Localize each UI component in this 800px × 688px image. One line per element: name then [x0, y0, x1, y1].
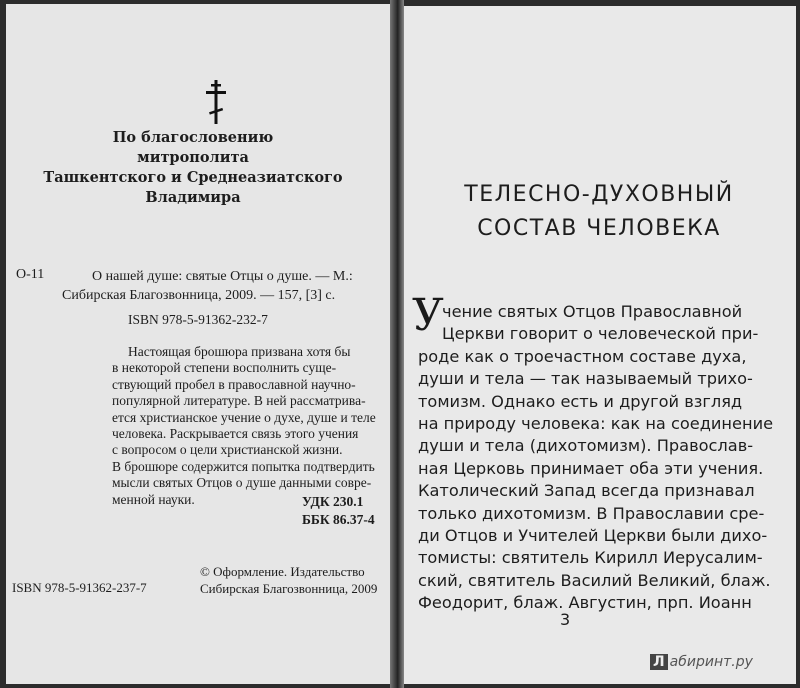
- copyright-line: © Оформление. Издательство: [200, 564, 365, 579]
- biblio-line: Сибирская Благозвонница, 2009. — 157, [3] с.: [62, 288, 336, 303]
- blessing-line: По благословению: [112, 129, 274, 146]
- annotation-line: мысли святых Отцов о душе данными совре-: [112, 475, 372, 491]
- body-line: души и тела — так называемый трихо-: [418, 369, 753, 389]
- chapter-title: [402, 178, 796, 246]
- annotation-line: В брошюре содержится попытка подтвердить: [112, 458, 375, 474]
- isbn-bottom: ISBN 978-5-91362-237-7: [12, 580, 147, 595]
- orthodox-cross-icon: [205, 80, 227, 124]
- body-line: души и тела (дихотомизм). Православ-: [418, 436, 754, 456]
- copyright-notice: [200, 563, 377, 597]
- body-line: только дихотомизм. В Православии сре-: [418, 503, 765, 523]
- annotation-line: популярной литературе. В ней рассматрива-: [112, 393, 366, 409]
- watermark-text: абиринт.ру: [669, 654, 753, 670]
- body-line: Церкви говорит о человеческой при-: [442, 324, 759, 344]
- annotation-line: человека. Раскрывается связь этого учения: [112, 426, 359, 442]
- blessing-line: митрополита: [137, 149, 249, 166]
- bibliographic-entry: [62, 267, 382, 305]
- annotation-line: менной науки.: [112, 491, 195, 507]
- annotation-line: ствующий пробел в православной научно-: [112, 376, 356, 392]
- body-line: томизм. Однако есть и другой взгляд: [418, 391, 743, 411]
- body-line: Католический Запад всегда признавал: [418, 481, 755, 501]
- body-line: роде как о троечастном составе духа,: [418, 346, 747, 366]
- isbn-line: ISBN 978-5-91362-232-7: [128, 312, 268, 327]
- body-line: ди Отцов и Учителей Церкви были дихо-: [418, 526, 768, 546]
- annotation-line: с вопросом о цели христианской жизни.: [112, 442, 343, 458]
- udk-code: УДК 230.1: [302, 494, 364, 509]
- watermark: [650, 654, 753, 670]
- body-line: ский, святитель Василий Великий, блаж.: [418, 570, 771, 590]
- annotation-line: в некоторой степени восполнить суще-: [112, 360, 337, 376]
- body-line: ная Церковь принимает оба эти учения.: [418, 458, 764, 478]
- bbk-code: ББК 86.37-4: [302, 512, 375, 527]
- chapter-title-line: СОСТАВ ЧЕЛОВЕКА: [477, 216, 721, 241]
- body-line: на природу человека: как на соединение: [418, 414, 774, 434]
- body-line: чение святых Отцов Православной: [442, 302, 743, 321]
- blessing-text: [0, 128, 386, 208]
- classification-codes: [302, 493, 375, 529]
- copyright-line: Сибирская Благозвонница, 2009: [200, 581, 378, 596]
- book-gutter: [390, 0, 404, 688]
- blessing-line: Ташкентского и Среднеазиатского: [43, 169, 343, 186]
- body-text: [418, 301, 782, 615]
- chapter-title-line: ТЕЛЕСНО-ДУХОВНЫЙ: [464, 182, 734, 207]
- drop-cap: У: [412, 290, 444, 341]
- labirint-logo-icon: Л: [650, 654, 668, 670]
- annotation-line: Настоящая брошюра призвана хотя бы: [128, 344, 351, 359]
- blessing-line: Владимира: [145, 189, 241, 206]
- annotation-line: ется христианское учение о духе, душе и теле: [112, 409, 376, 425]
- catalog-code: О-11: [16, 267, 45, 282]
- biblio-line: О нашей душе: святые Отцы о душе. — М.:: [92, 269, 353, 284]
- body-line: Феодорит, блаж. Августин, прп. Иоанн: [418, 593, 752, 613]
- annotation: [112, 344, 382, 508]
- body-line: томисты: святитель Кирилл Иерусалим-: [418, 548, 763, 568]
- page-number: 3: [560, 610, 571, 629]
